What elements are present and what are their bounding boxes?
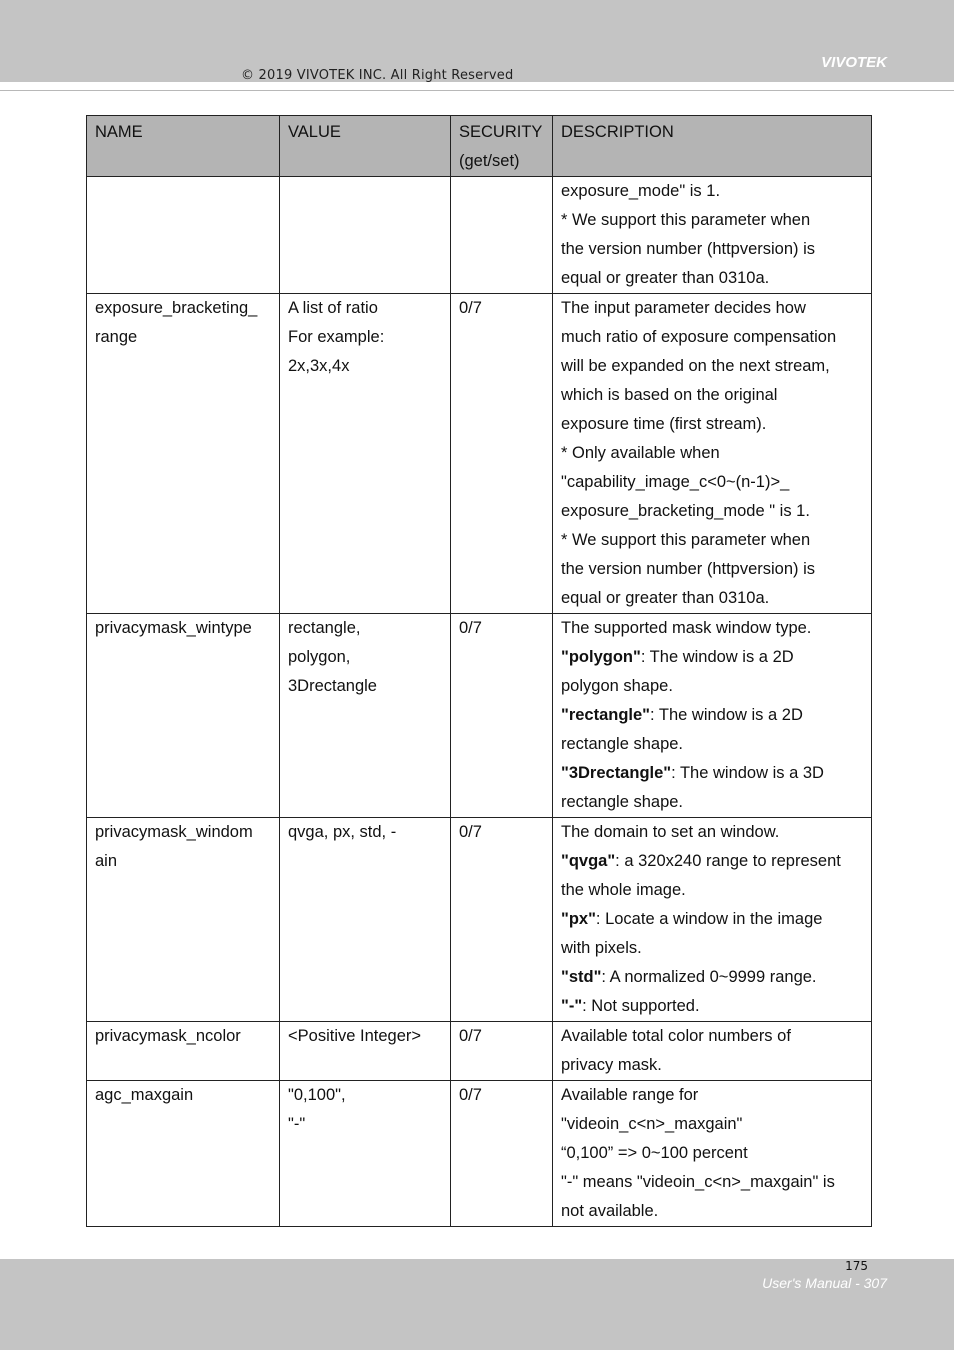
description-text: rectangle shape. (561, 735, 684, 753)
description-line: not available. (561, 1202, 659, 1220)
cell-security (451, 177, 553, 294)
keyword: "-" (561, 997, 583, 1015)
name-line: exposure_bracketing_ (95, 299, 258, 317)
cell-description (553, 177, 872, 294)
cell-description (553, 294, 872, 614)
description-text: : Locate a window in the image (595, 910, 823, 928)
cell-security (451, 614, 553, 818)
security-text: 0/7 (459, 823, 482, 841)
cell-value (280, 1081, 451, 1227)
keyword: "px" (561, 910, 596, 928)
security-text: 0/7 (459, 1027, 482, 1045)
keyword: "polygon" (561, 648, 641, 666)
description-text: : The window is a 3D (671, 764, 824, 782)
name-line: privacymask_wintype (95, 619, 252, 637)
value-line: qvga, px, std, - (288, 823, 397, 841)
description-line: * We support this parameter when (561, 211, 811, 229)
value-line: For example: (288, 328, 385, 346)
name-line: privacymask_ncolor (95, 1027, 241, 1045)
description-line (561, 730, 863, 759)
description-line (561, 847, 863, 876)
description-text: rectangle shape. (561, 793, 684, 811)
description-line: will be expanded on the next stream, (561, 357, 830, 375)
cell-description (553, 1022, 872, 1081)
copyright-text: © 2019 VIVOTEK INC. All Right Reserved (241, 68, 514, 83)
header-value: VALUE (280, 116, 451, 177)
description-line (561, 963, 863, 992)
description-line: the version number (httpversion) is (561, 240, 816, 258)
description-line: Available total color numbers of (561, 1027, 791, 1045)
page-number: 175 (845, 1259, 868, 1273)
description-line (561, 788, 863, 817)
name-line: ain (95, 852, 118, 870)
cell-description (553, 1081, 872, 1227)
description-line: equal or greater than 0310a. (561, 269, 770, 287)
description-text: : The window is a 2D (650, 706, 803, 724)
keyword: "std" (561, 968, 602, 986)
value-line: rectangle, (288, 619, 361, 637)
description-line: much ratio of exposure compensation (561, 328, 837, 346)
cell-description (553, 818, 872, 1022)
cell-description (553, 614, 872, 818)
cell-name (87, 614, 280, 818)
header-rule (0, 90, 954, 91)
value-line: polygon, (288, 648, 351, 666)
value-line: "0,100", (288, 1086, 346, 1104)
value-line: "-" (288, 1115, 306, 1133)
brand-logo: VIVOTEK (821, 54, 887, 71)
description-line (561, 818, 863, 847)
name-line: agc_maxgain (95, 1086, 194, 1104)
value-line: 3Drectangle (288, 677, 377, 695)
security-text: 0/7 (459, 1086, 482, 1104)
description-line (561, 643, 863, 672)
description-line: * Only available when (561, 444, 720, 462)
description-line: exposure_mode" is 1. (561, 182, 721, 200)
table-row (87, 1081, 872, 1227)
name-line: privacymask_windom (95, 823, 253, 841)
cell-value (280, 614, 451, 818)
table-header-row (87, 116, 872, 177)
description-line (561, 614, 863, 643)
description-line (561, 759, 863, 788)
header-name: NAME (87, 116, 280, 177)
cell-name (87, 818, 280, 1022)
cell-security (451, 1081, 553, 1227)
value-line: <Positive Integer> (288, 1027, 421, 1045)
description-line: * We support this parameter when (561, 531, 811, 549)
description-line: “0,100” => 0~100 percent (561, 1144, 748, 1162)
description-line: "videoin_c<n>_maxgain" (561, 1115, 743, 1133)
description-text: with pixels. (561, 939, 642, 957)
header-description: DESCRIPTION (553, 116, 872, 177)
cell-security (451, 294, 553, 614)
header-security: SECURITY (get/set) (451, 116, 553, 177)
cell-value (280, 177, 451, 294)
description-line: which is based on the original (561, 386, 778, 404)
description-text: polygon shape. (561, 677, 673, 695)
description-line: "capability_image_c<0~(n-1)>_ (561, 473, 790, 491)
keyword: "rectangle" (561, 706, 651, 724)
description-text: The supported mask window type. (561, 619, 812, 637)
description-line: Available range for (561, 1086, 699, 1104)
parameter-table (86, 115, 872, 1227)
table-row (87, 818, 872, 1022)
table-row (87, 614, 872, 818)
description-text: the whole image. (561, 881, 686, 899)
description-line: privacy mask. (561, 1056, 662, 1074)
description-text: : a 320x240 range to represent (615, 852, 841, 870)
description-text: : A normalized 0~9999 range. (601, 968, 817, 986)
cell-value (280, 818, 451, 1022)
cell-name (87, 177, 280, 294)
description-line: exposure time (first stream). (561, 415, 767, 433)
description-text: The domain to set an window. (561, 823, 780, 841)
description-line: The input parameter decides how (561, 299, 806, 317)
table-row (87, 1022, 872, 1081)
description-line (561, 701, 863, 730)
description-line: equal or greater than 0310a. (561, 589, 770, 607)
description-line (561, 934, 863, 963)
cell-security (451, 1022, 553, 1081)
security-text: 0/7 (459, 619, 482, 637)
cell-value (280, 294, 451, 614)
security-text: 0/7 (459, 299, 482, 317)
cell-value (280, 1022, 451, 1081)
table-row (87, 177, 872, 294)
keyword: "3Drectangle" (561, 764, 672, 782)
footer-band (0, 1259, 954, 1350)
table-row (87, 294, 872, 614)
description-line (561, 992, 863, 1021)
description-line (561, 905, 863, 934)
cell-name (87, 1022, 280, 1081)
cell-name (87, 1081, 280, 1227)
name-line: range (95, 328, 138, 346)
value-line: 2x,3x,4x (288, 357, 350, 375)
value-line: A list of ratio (288, 299, 378, 317)
description-line: exposure_bracketing_mode " is 1. (561, 502, 810, 520)
cell-name (87, 294, 280, 614)
description-line (561, 672, 863, 701)
description-text: : The window is a 2D (640, 648, 794, 666)
description-text: : Not supported. (582, 997, 700, 1015)
description-line: "-" means "videoin_c<n>_maxgain" is (561, 1173, 835, 1191)
manual-page-label: User's Manual - 307 (762, 1275, 887, 1291)
cell-security (451, 818, 553, 1022)
description-line (561, 876, 863, 905)
description-line: the version number (httpversion) is (561, 560, 816, 578)
keyword: "qvga" (561, 852, 616, 870)
